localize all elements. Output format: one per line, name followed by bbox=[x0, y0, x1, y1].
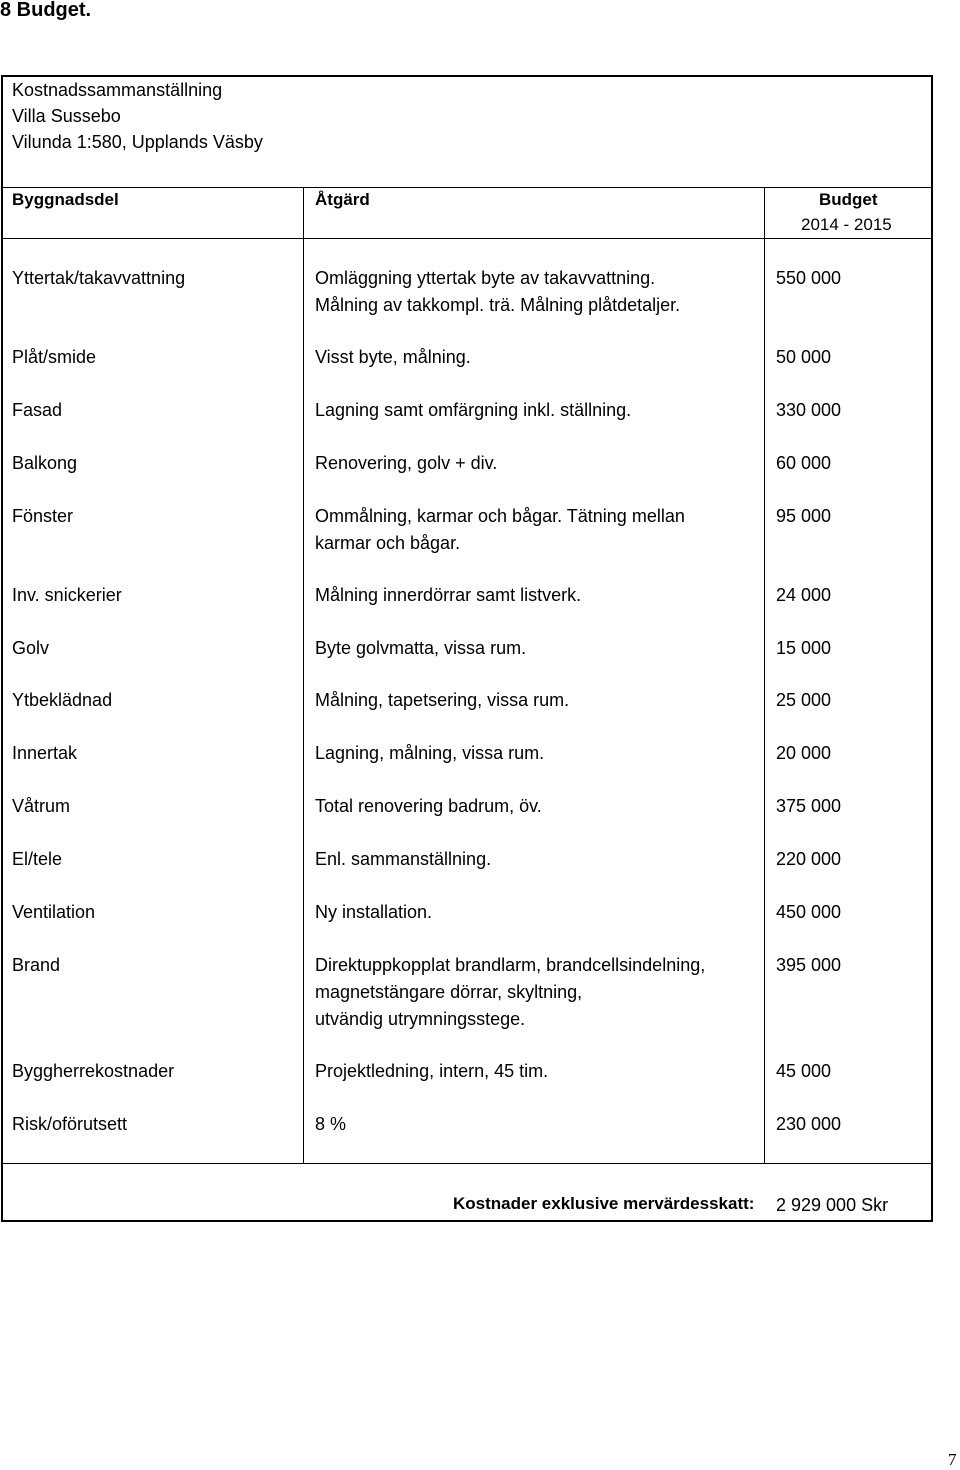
row-action-line: Visst byte, målning. bbox=[315, 347, 471, 367]
row-amount: 50 000 bbox=[776, 347, 832, 367]
row-part: El/tele bbox=[12, 849, 63, 869]
total-value: 2 929 000 Skr bbox=[776, 1195, 889, 1215]
table-border-left bbox=[1, 75, 3, 1222]
total-label: Kostnader exklusive mervärdesskatt: bbox=[453, 1194, 755, 1213]
row-amount: 20 000 bbox=[776, 743, 832, 763]
row-action-line: Total renovering badrum, öv. bbox=[315, 796, 542, 816]
row-part: Brand bbox=[12, 955, 61, 975]
table-body-bottom bbox=[1, 1163, 933, 1164]
row-part: Balkong bbox=[12, 453, 78, 473]
row-part: Risk/oförutsett bbox=[12, 1114, 128, 1134]
row-part: Inv. snickerier bbox=[12, 585, 122, 605]
table-border-right bbox=[931, 75, 933, 1222]
row-part: Byggherrekostnader bbox=[12, 1061, 175, 1081]
row-action-line: karmar och bågar. bbox=[315, 533, 461, 553]
row-amount: 15 000 bbox=[776, 638, 832, 658]
budget-period: 2014 - 2015 bbox=[801, 215, 892, 234]
row-action-line: Renovering, golv + div. bbox=[315, 453, 498, 473]
page-number: 7 bbox=[948, 1450, 957, 1469]
row-action-line: utvändig utrymningsstege. bbox=[315, 1009, 526, 1029]
row-action-line: Lagning samt omfärgning inkl. ställning. bbox=[315, 400, 632, 420]
row-amount: 330 000 bbox=[776, 400, 842, 420]
row-action-line: Direktuppkopplat brandlarm, brandcellsindelning, bbox=[315, 955, 706, 975]
row-part: Innertak bbox=[12, 743, 78, 763]
row-action-line: 8 % bbox=[315, 1114, 347, 1134]
column-divider-1 bbox=[303, 187, 304, 1164]
header-divider bbox=[1, 187, 933, 188]
column-divider-2 bbox=[764, 187, 765, 1164]
row-action-line: Ny installation. bbox=[315, 902, 433, 922]
row-part: Fönster bbox=[12, 506, 74, 526]
row-amount: 230 000 bbox=[776, 1114, 842, 1134]
column-header-action: Åtgärd bbox=[315, 190, 370, 209]
row-action-line: Målning av takkompl. trä. Målning plåtdetaljer. bbox=[315, 295, 681, 315]
row-part: Golv bbox=[12, 638, 50, 658]
row-part: Ventilation bbox=[12, 902, 96, 922]
row-amount: 450 000 bbox=[776, 902, 842, 922]
row-action-line: Ommålning, karmar och bågar. Tätning mellan bbox=[315, 506, 685, 526]
row-amount: 60 000 bbox=[776, 453, 832, 473]
row-part: Ytbeklädnad bbox=[12, 690, 113, 710]
column-header-budget: Budget bbox=[819, 190, 878, 209]
row-amount: 95 000 bbox=[776, 506, 832, 526]
total-bottom-border bbox=[1, 1220, 933, 1222]
row-action-line: Projektledning, intern, 45 tim. bbox=[315, 1061, 549, 1081]
row-part: Våtrum bbox=[12, 796, 71, 816]
row-action-line: Målning, tapetsering, vissa rum. bbox=[315, 690, 570, 710]
row-amount: 24 000 bbox=[776, 585, 832, 605]
row-amount: 395 000 bbox=[776, 955, 842, 975]
column-header-divider bbox=[1, 238, 933, 239]
row-part: Yttertak/takavvattning bbox=[12, 268, 186, 288]
row-amount: 375 000 bbox=[776, 796, 842, 816]
row-action-line: Lagning, målning, vissa rum. bbox=[315, 743, 545, 763]
project-title: Kostnadssammanställning bbox=[12, 80, 223, 100]
row-amount: 45 000 bbox=[776, 1061, 832, 1081]
project-name: Villa Sussebo bbox=[12, 106, 121, 126]
row-amount: 25 000 bbox=[776, 690, 832, 710]
row-part: Fasad bbox=[12, 400, 63, 420]
row-action-line: magnetstängare dörrar, skyltning, bbox=[315, 982, 583, 1002]
row-action-line: Omläggning yttertak byte av takavvattning. bbox=[315, 268, 656, 288]
row-amount: 550 000 bbox=[776, 268, 842, 288]
row-part: Plåt/smide bbox=[12, 347, 97, 367]
column-header-part: Byggnadsdel bbox=[12, 190, 119, 209]
row-action-line: Byte golvmatta, vissa rum. bbox=[315, 638, 527, 658]
row-amount: 220 000 bbox=[776, 849, 842, 869]
section-title: 8 Budget. bbox=[0, 0, 92, 21]
row-action-line: Målning innerdörrar samt listverk. bbox=[315, 585, 582, 605]
project-property: Vilunda 1:580, Upplands Väsby bbox=[12, 132, 263, 152]
row-action-line: Enl. sammanställning. bbox=[315, 849, 492, 869]
